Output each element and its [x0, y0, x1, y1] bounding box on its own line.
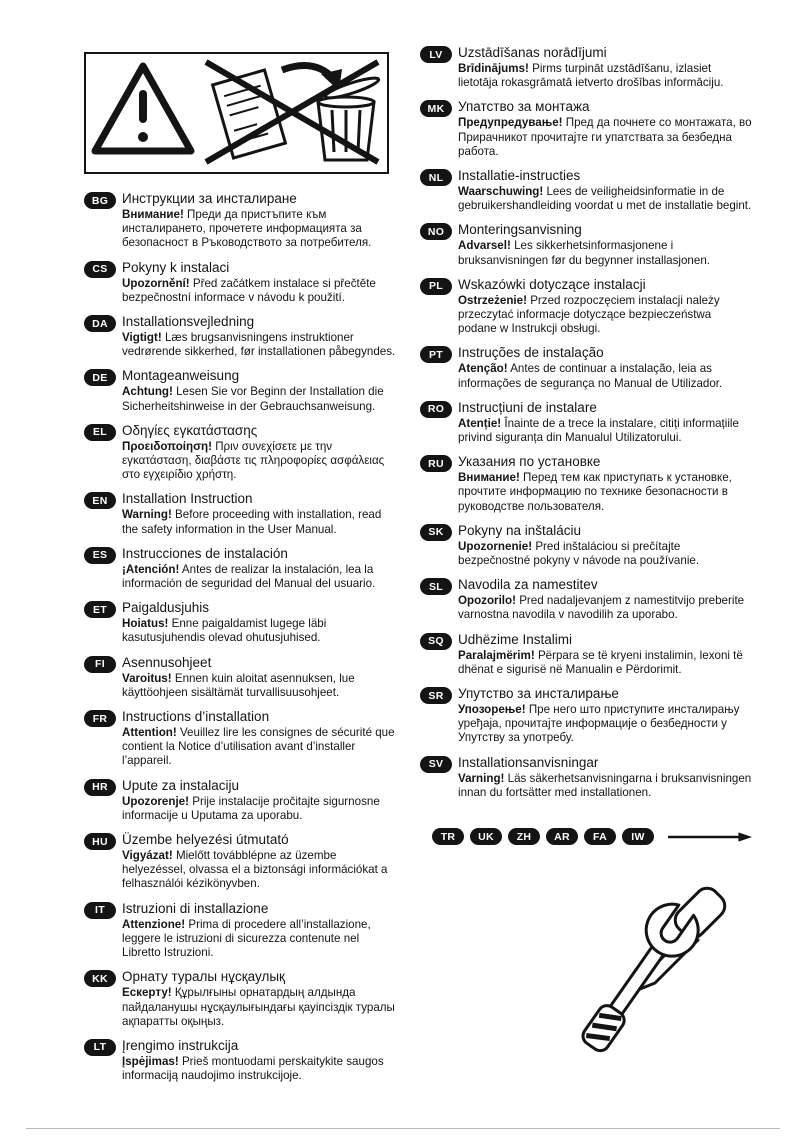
language-entry-body [458, 98, 752, 159]
language-code-badge: HR [84, 779, 116, 796]
language-entry [84, 545, 396, 591]
language-entry-body [122, 654, 396, 700]
language-title: Installationsanvisningar [458, 754, 599, 770]
warning-keyword: Atenție! [458, 416, 502, 430]
warning-keyword: Varning! [458, 771, 505, 785]
language-list-left [84, 190, 396, 1083]
language-code-badge: DE [84, 369, 116, 386]
other-language-badges [432, 828, 654, 845]
warning-body-text: Ennen kuin aloitat asennuksen, lue käyttöohjeen sisältämät turvallisuusohjeet. [122, 671, 355, 699]
language-title: Орнату туралы нұсқаулық [122, 969, 285, 985]
language-warning-paragraph [122, 986, 396, 1029]
warning-keyword: Προειδοποίηση! [122, 439, 212, 453]
warning-body-text: Läs säkerhetsanvisningarna i bruksanvisningen innan du fortsätter med installationen. [458, 771, 752, 799]
warning-body-text: Πριν συνεχίσετε με την εγκατάσταση, διαβάστε τις πληροφορίες ασφάλειας στο εγχειρίδιο χρήστη. [122, 439, 385, 482]
warning-keyword: Предупредување! [458, 116, 563, 130]
warning-keyword: Warning! [122, 508, 172, 522]
language-warning-paragraph [458, 239, 752, 267]
warning-body-text: Před začátkem instalace si přečtěte bezpečnostní informace v návodu k použití. [122, 276, 376, 304]
warning-body-text: Lesen Sie vor Beginn der Installation die Sicherheitshinweise in der Gebrauchsanweisung. [122, 385, 384, 413]
language-warning-paragraph [122, 849, 396, 892]
language-entry-body [122, 708, 396, 769]
language-code-badge: ES [84, 547, 116, 564]
language-warning-paragraph [458, 772, 752, 800]
language-warning-paragraph [122, 508, 396, 536]
language-entry [420, 631, 752, 677]
language-code-badge: PT [420, 346, 452, 363]
language-title: Instruções de instalação [458, 345, 604, 361]
language-entry [84, 422, 396, 483]
language-entry [84, 968, 396, 1029]
language-entry-body [458, 221, 752, 267]
language-title: Įrengimo instrukcija [122, 1037, 239, 1053]
language-code-badge: LT [84, 1039, 116, 1056]
language-warning-paragraph [122, 331, 396, 359]
language-warning-paragraph [122, 726, 396, 769]
language-code-badge: NO [420, 223, 452, 240]
language-title: Instrucțiuni de instalare [458, 399, 597, 415]
language-entry [84, 190, 396, 251]
language-entry [84, 367, 396, 413]
warning-body-text: Prieš montuodami perskaitykite saugos informaciją naudojimo instrukcijoje. [122, 1054, 384, 1083]
language-entry [420, 754, 752, 800]
warning-keyword: Achtung! [122, 385, 173, 399]
language-code-badge: BG [84, 192, 116, 209]
language-entry [420, 453, 752, 514]
language-title: Wskazówki dotyczące instalacji [458, 276, 646, 292]
warning-keyword: Vigtigt! [122, 331, 162, 345]
language-entry-body [458, 276, 752, 337]
warning-keyword: Brīdinājums! [458, 62, 529, 75]
language-code-badge: FI [84, 656, 116, 673]
language-warning-paragraph [122, 563, 396, 591]
warning-keyword: Upozorenje! [122, 794, 189, 808]
language-entry [84, 900, 396, 961]
language-warning-paragraph [122, 277, 396, 305]
language-warning-paragraph [458, 185, 752, 213]
warning-keyword: Hoiatus! [122, 617, 169, 631]
language-entry-body [122, 490, 396, 536]
warning-body-text: Antes de continuar a instalação, leia as informações de segurança no Manual de Utilizador. [458, 362, 723, 390]
language-code-badge: DA [84, 315, 116, 332]
language-code-badge: ET [84, 601, 116, 618]
language-warning-paragraph [458, 649, 752, 677]
arrow-right-icon [668, 829, 752, 845]
language-entry-body [458, 167, 752, 213]
warning-body-text: Mielőtt továbblépne az üzembe helyezéssel, olvassa el a biztonsági információkat a felhasználói kézikönyvben. [122, 849, 388, 891]
language-entry-body [122, 313, 396, 359]
warning-keyword: Vigyázat! [122, 849, 173, 863]
language-entry-body [122, 422, 396, 483]
warning-keyword: Įspėjimas! [122, 1054, 179, 1068]
language-entry-body [122, 190, 396, 251]
language-warning-paragraph [458, 703, 752, 746]
language-title: Asennusohjeet [122, 654, 212, 670]
warning-body-text: Pirms turpināt uzstādīšanu, izlasiet lietotāja rokasgrāmatā ietverto drošības informāciju. [458, 62, 724, 90]
language-list-right [420, 44, 752, 800]
language-warning-paragraph [458, 471, 752, 514]
language-entry [420, 98, 752, 159]
language-title: Monteringsanvisning [458, 222, 582, 238]
language-entry-body [122, 1037, 396, 1083]
language-code-badge: MK [420, 100, 452, 117]
language-entry [84, 599, 396, 645]
warning-body-text: Antes de realizar la instalación, lea la información de seguridad del Manual del usuario. [122, 562, 376, 591]
warning-body-text: Пре него што приступите инсталирању уређаја, прочитајте информације о безбедности у Упутству за употребу. [458, 703, 740, 745]
language-entry [420, 685, 752, 746]
language-code-badge: SQ [420, 633, 452, 650]
language-title: Üzembe helyezési útmutató [122, 832, 289, 848]
language-title: Instrucciones de instalación [122, 545, 288, 561]
language-entry-body [458, 631, 752, 677]
warning-body-text: Lees de veiligheidsinformatie in de gebruikershandleiding voordat u met de installatie begint. [458, 185, 752, 213]
language-entry [420, 44, 752, 90]
warning-body-text: Преди да пристъпите към инсталирането, прочетете информацията за безопасност в Ръководството за потребителя. [122, 208, 372, 250]
language-warning-paragraph [458, 62, 752, 90]
warning-keyword: Attention! [122, 726, 177, 740]
language-entry [420, 399, 752, 445]
language-code-badge: SK [420, 524, 452, 541]
warning-keyword: Upozornenie! [458, 539, 533, 553]
language-code-badge: ZH [508, 828, 540, 845]
warning-keyword: Upozornění! [122, 276, 190, 290]
warning-keyword: ¡Atención! [122, 562, 180, 576]
page-bottom-edge [26, 1128, 780, 1129]
language-code-badge: SL [420, 578, 452, 595]
language-entry [420, 344, 752, 390]
language-title: Инструкции за инсталиране [122, 191, 297, 206]
warning-keyword: Внимание! [122, 208, 184, 221]
language-entry [84, 654, 396, 700]
language-entry [84, 313, 396, 359]
language-code-badge: EL [84, 424, 116, 441]
language-code-badge: TR [432, 828, 464, 845]
language-entry [420, 276, 752, 337]
language-title: Упатство за монтажа [458, 99, 590, 115]
language-entry-body [458, 685, 752, 746]
warning-keyword: Opozorilo! [458, 594, 516, 608]
language-warning-paragraph [458, 116, 752, 159]
language-warning-paragraph [122, 672, 396, 700]
language-entry-body [122, 599, 396, 645]
language-entry [420, 522, 752, 568]
language-code-badge: SV [420, 756, 452, 773]
language-title: Упутство за инсталирање [458, 686, 619, 702]
warning-triangle-trash-icon [86, 54, 383, 168]
language-code-badge: FR [84, 710, 116, 727]
warning-keyword: Waarschuwing! [458, 185, 544, 199]
language-code-badge: PL [420, 278, 452, 295]
warning-body-text: Prima di procedere all’installazione, leggere le istruzioni di sicurezza contenute nel Libretto Istruzioni. [122, 917, 371, 960]
language-title: Installationsvejledning [122, 314, 255, 330]
language-entry [420, 221, 752, 267]
language-code-badge: SR [420, 687, 452, 704]
language-entry [84, 831, 396, 892]
language-title: Pokyny k instalaci [122, 259, 230, 275]
language-code-badge: FA [584, 828, 616, 845]
warning-body-text: Læs brugsanvisningens instruktioner vedrørende sikkerhed, før installationen påbegyndes. [122, 331, 396, 359]
language-title: Montageanweisung [122, 368, 240, 384]
language-title: Uzstādīšanas norādījumi [458, 45, 607, 60]
language-warning-paragraph [122, 440, 396, 483]
language-entry-body [458, 344, 752, 390]
language-warning-paragraph [122, 617, 396, 645]
language-warning-paragraph [122, 208, 396, 251]
language-entry [84, 777, 396, 823]
language-entry-body [122, 367, 396, 413]
language-entry-body [458, 399, 752, 445]
language-entry-body [458, 44, 752, 90]
language-code-badge: IW [622, 828, 654, 845]
other-languages-row [432, 828, 752, 845]
warning-body-text: Prije instalacije pročitajte sigurnosne informacije u Uputama za uporabu. [122, 794, 380, 822]
warning-body-text: Құрылғыны орнатардың алдында пайдаланушы нұсқаулығындағы қауіпсіздік туралы ақпаратты оқыңыз. [122, 986, 395, 1028]
language-entry-body [122, 900, 396, 961]
language-warning-paragraph [458, 294, 752, 337]
language-code-badge: RU [420, 455, 452, 472]
language-code-badge: CS [84, 261, 116, 278]
language-entry [84, 708, 396, 769]
warning-keyword: Atenção! [458, 362, 508, 376]
language-code-badge: LV [420, 46, 452, 63]
warning-body-text: Przed rozpoczęciem instalacji należy przeczytać informacje dotyczące bezpieczeństwa podane w Instrukcji obsługi. [458, 293, 720, 336]
language-title: Οδηγίες εγκατάστασης [122, 422, 258, 438]
language-entry [420, 576, 752, 622]
language-entry-body [122, 259, 396, 305]
warning-body-text: Enne paigaldamist lugege läbi kasutusjuhendis olevad ohutusjuhised. [122, 617, 327, 645]
warning-body-text: Pred inštaláciou si prečítajte bezpečnostné pokyny v návode na používanie. [458, 539, 700, 568]
wrench-and-screwdriver-icon [543, 879, 738, 1067]
left-column [84, 52, 396, 1091]
language-title: Upute za instalaciju [122, 777, 240, 793]
language-title: Указания по установке [458, 454, 601, 470]
language-title: Udhëzime Instalimi [458, 631, 573, 647]
language-entry [84, 1037, 396, 1083]
language-code-badge: IT [84, 902, 116, 919]
language-title: Installatie-instructies [458, 168, 581, 184]
language-warning-paragraph [122, 918, 396, 961]
warning-body-text: Before proceeding with installation, read the safety information in the User Manual. [122, 508, 382, 536]
warning-body-text: Pred nadaljevanjem z namestitvijo preberite varnostna navodila v navodilih za uporabo. [458, 594, 745, 622]
language-code-badge: UK [470, 828, 502, 845]
language-title: Installation Instruction [122, 491, 253, 507]
warning-body-text: Înainte de a trece la instalare, citiți informațiile privind siguranța din Manualul Utilizatorului. [458, 416, 739, 445]
language-entry-body [458, 576, 752, 622]
language-title: Pokyny na inštaláciu [458, 522, 582, 538]
language-code-badge: NL [420, 169, 452, 186]
language-entry-body [458, 754, 752, 800]
language-code-badge: KK [84, 970, 116, 987]
warning-body-text: Les sikkerhetsinformasjonene i bruksanvisningen før du begynner installasjonen. [458, 239, 710, 267]
warning-keyword: Внимание! [458, 471, 520, 485]
warning-body-text: Пред да почнете со монтажата, во Прирачникот прочитајте ги упатствата за безбедна работа. [458, 116, 752, 158]
language-entry-body [458, 522, 752, 568]
warning-body-text: Veuillez lire les consignes de sécurité que contient la Notice d’utilisation avant d’installer l’appareil. [122, 726, 395, 768]
discard-manual-warning-illustration [84, 52, 389, 174]
language-title: Paigaldusjuhis [122, 600, 210, 616]
language-code-badge: RO [420, 401, 452, 418]
language-warning-paragraph [458, 594, 752, 622]
language-entry-body [122, 968, 396, 1029]
tools-illustration [543, 879, 738, 1072]
language-title: Instructions d’installation [122, 709, 270, 725]
language-warning-paragraph [458, 540, 752, 568]
language-code-badge: AR [546, 828, 578, 845]
warning-body-text: Перед тем как приступать к установке, прочтите информацию по технике безопасности в руководстве пользователя. [458, 471, 732, 513]
language-code-badge: HU [84, 833, 116, 850]
warning-keyword: Advarsel! [458, 239, 511, 253]
language-entry [84, 490, 396, 536]
language-entry [420, 167, 752, 213]
language-entry-body [122, 777, 396, 823]
language-warning-paragraph [122, 385, 396, 413]
language-warning-paragraph [458, 417, 752, 445]
language-entry-body [122, 831, 396, 892]
right-column [420, 44, 752, 1072]
language-entry-body [458, 453, 752, 514]
language-warning-paragraph [458, 362, 752, 390]
language-title: Istruzioni di installazione [122, 900, 269, 916]
warning-keyword: Paralajmërim! [458, 648, 535, 662]
warning-keyword: Ostrzeżenie! [458, 293, 527, 307]
warning-keyword: Упозорење! [458, 703, 526, 717]
language-code-badge: EN [84, 492, 116, 509]
warning-keyword: Attenzione! [122, 917, 186, 931]
language-title: Navodila za namestitev [458, 577, 598, 593]
warning-body-text: Përpara se të kryeni instalimin, lexoni të dhënat e sigurisë në Manualin e Përdorimit. [458, 648, 743, 676]
warning-keyword: Ескерту! [122, 986, 172, 1000]
language-entry-body [122, 545, 396, 591]
language-entry [84, 259, 396, 305]
language-warning-paragraph [122, 1055, 396, 1083]
language-warning-paragraph [122, 795, 396, 823]
warning-keyword: Varoitus! [122, 671, 172, 685]
